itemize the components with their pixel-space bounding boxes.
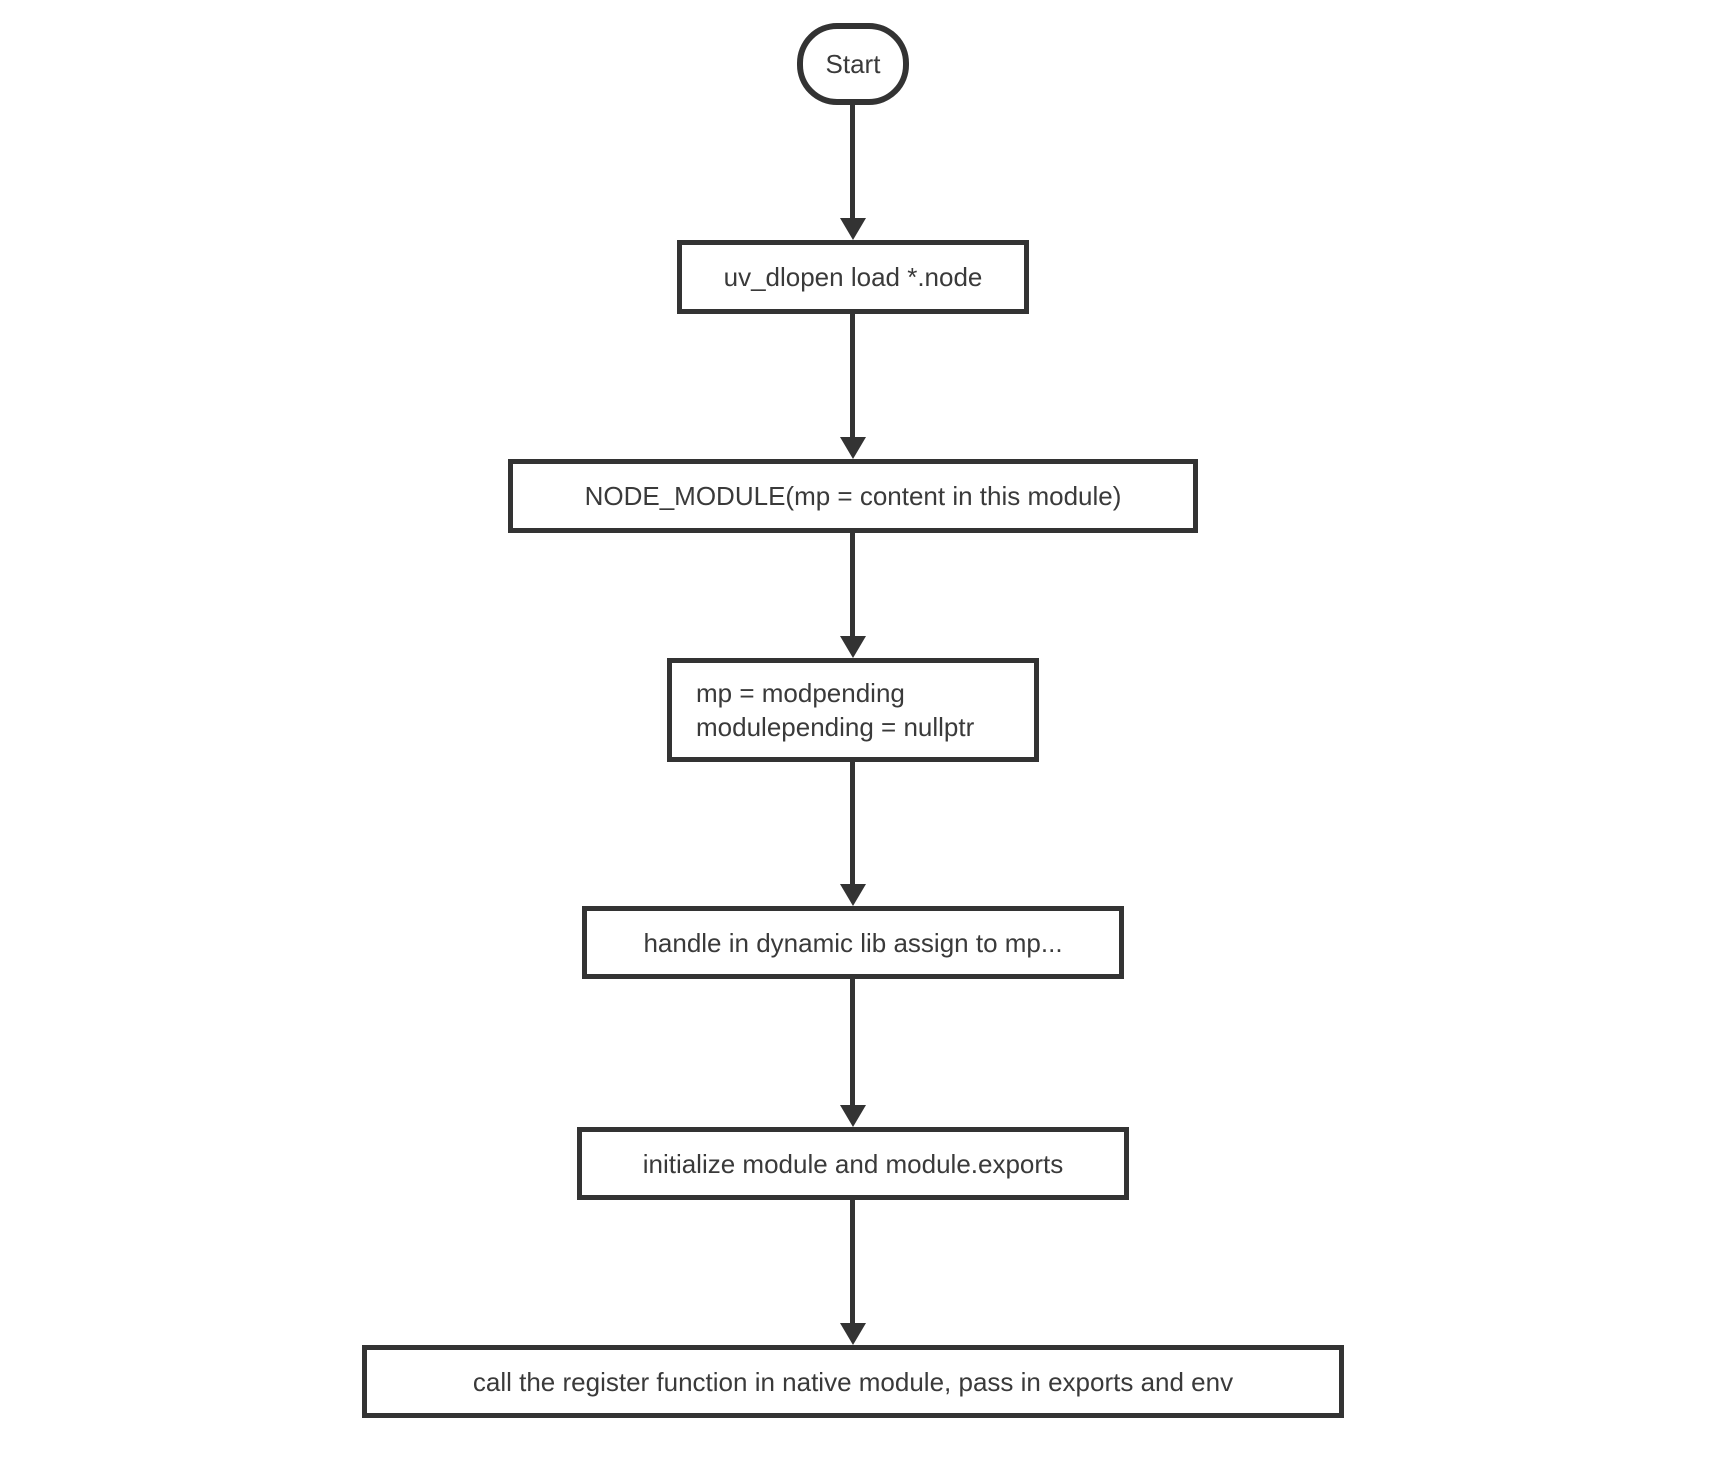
arrowhead-down-icon <box>840 1323 866 1345</box>
flow-node-mp-assign-line2: modulepending = nullptr <box>696 712 975 742</box>
flow-node-initialize-module-label: initialize module and module.exports <box>642 1148 1064 1179</box>
arrow-shaft <box>850 314 855 438</box>
flow-node-node-module-label: NODE_MODULE(mp = content in this module) <box>584 481 1122 511</box>
flow-node-call-register <box>362 1345 1344 1418</box>
flow-node-uv-dlopen-label: uv_dlopen load *.node <box>723 262 983 292</box>
arrow-shaft <box>850 979 855 1106</box>
flow-node-start <box>797 23 909 105</box>
flow-node-node-module <box>508 459 1198 533</box>
arrow-shaft <box>850 762 855 885</box>
arrowhead-down-icon <box>840 437 866 459</box>
flow-node-handle-assign <box>582 906 1124 979</box>
flow-node-mp-assign <box>667 658 1039 762</box>
arrowhead-down-icon <box>840 1105 866 1127</box>
flow-node-mp-assign-line1: mp = modpending <box>696 678 905 708</box>
flow-node-call-register-label: call the register function in native module, pass in exports and env <box>472 1366 1234 1397</box>
flow-node-handle-assign-label: handle in dynamic lib assign to mp... <box>643 927 1063 958</box>
arrowhead-down-icon <box>840 218 866 240</box>
flow-node-initialize-module <box>577 1127 1129 1200</box>
arrowhead-down-icon <box>840 884 866 906</box>
flow-node-start-label: Start <box>825 49 881 79</box>
arrow-shaft <box>850 533 855 637</box>
flow-node-uv-dlopen <box>677 240 1029 314</box>
arrowhead-down-icon <box>840 636 866 658</box>
arrow-shaft <box>850 1200 855 1324</box>
arrow-shaft <box>850 105 855 219</box>
